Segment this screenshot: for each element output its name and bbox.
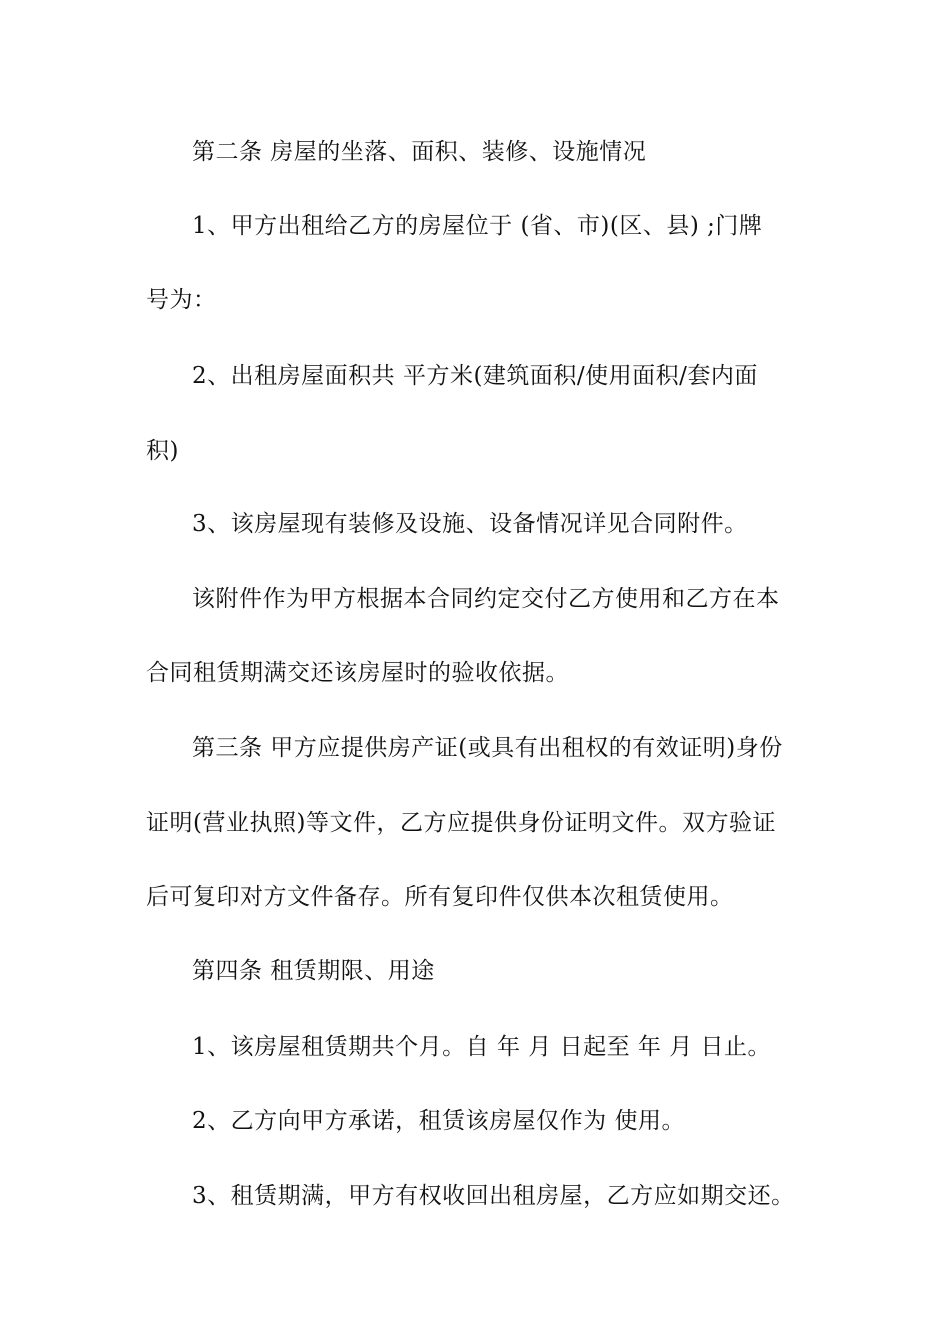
paragraph-line: 该附件作为甲方根据本合同约定交付乙方使用和乙方在本 [192, 586, 780, 612]
paragraph-line: 2、出租房屋面积共 平方米(建筑面积/使用面积/套内面 [192, 363, 758, 389]
article-2-heading: 第二条 房屋的坐落、面积、装修、设施情况 [192, 139, 647, 165]
paragraph-line: 合同租赁期满交还该房屋时的验收依据。 [146, 660, 569, 686]
paragraph-line: 3、该房屋现有装修及设施、设备情况详见合同附件。 [192, 511, 748, 537]
paragraph-line: 后可复印对方文件备存。所有复印件仅供本次租赁使用。 [146, 884, 734, 910]
paragraph-line: 2、乙方向甲方承诺，租赁该房屋仅作为 使用。 [192, 1108, 685, 1134]
paragraph-line: 号为： [146, 287, 217, 313]
paragraph-line: 1、该房屋租赁期共个月。自 年 月 日起至 年 月 日止。 [192, 1034, 771, 1060]
paragraph-line: 1、甲方出租给乙方的房屋位于 (省、市)(区、县) ;门牌 [192, 213, 763, 239]
paragraph-line: 3、租赁期满，甲方有权收回出租房屋，乙方应如期交还。 [192, 1183, 795, 1209]
article-3-paragraph: 第三条 甲方应提供房产证(或具有出租权的有效证明)身份 [192, 735, 783, 761]
article-4-heading: 第四条 租赁期限、用途 [192, 958, 435, 984]
paragraph-line: 积) [146, 438, 179, 464]
paragraph-line: 证明(营业执照)等文件，乙方应提供身份证明文件。双方验证 [146, 810, 776, 836]
